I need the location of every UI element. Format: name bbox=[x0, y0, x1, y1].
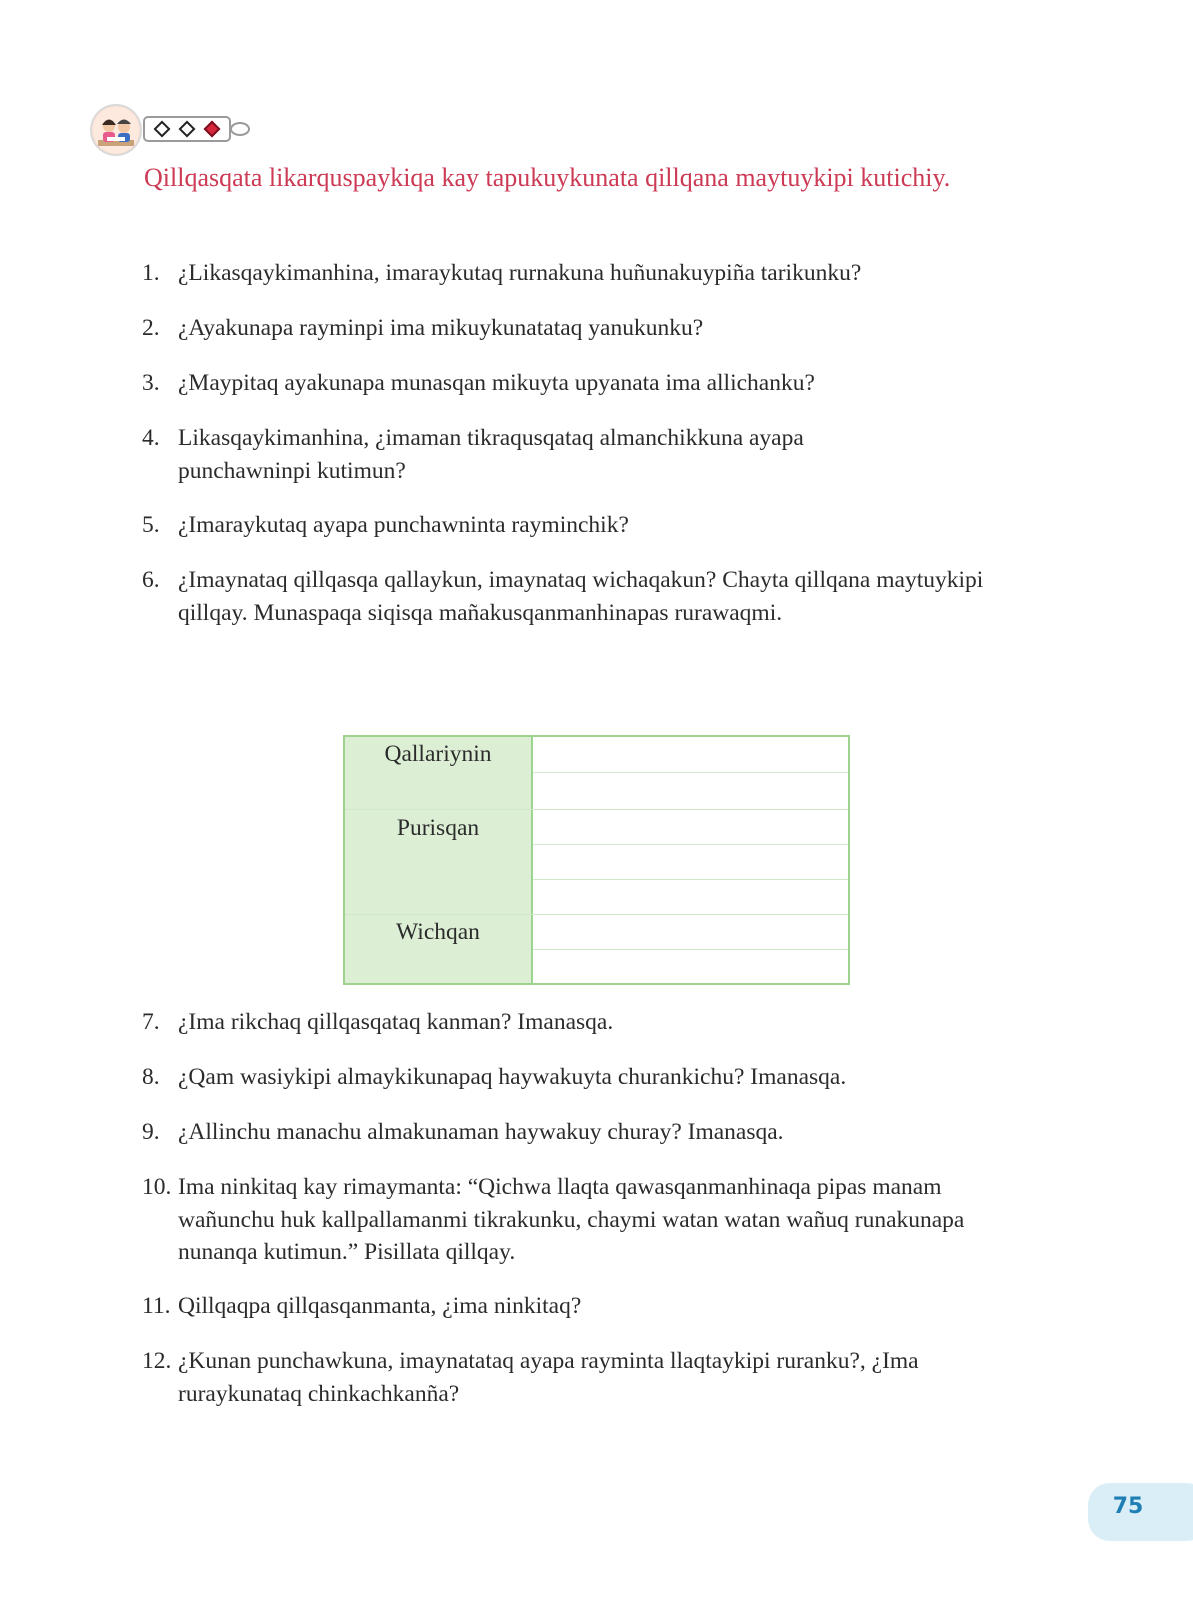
question-number: 1. bbox=[142, 260, 160, 286]
question-item bbox=[142, 1345, 1012, 1410]
question-text: ¿Likasqaykimanhina, imaraykutaq rurnakuna huñunakuypiña tarikunku? bbox=[178, 260, 862, 286]
question-number: 5. bbox=[142, 512, 160, 538]
question-number: 10. bbox=[142, 1174, 172, 1200]
children-avatar-icon bbox=[90, 104, 142, 156]
question-item bbox=[142, 1290, 1042, 1323]
difficulty-level-indicator bbox=[143, 116, 231, 142]
question-item bbox=[142, 1006, 1042, 1039]
question-item bbox=[142, 1171, 992, 1269]
question-text: ¿Allinchu manachu almakunaman haywakuy churay? Imanasqa. bbox=[178, 1119, 784, 1145]
table-line bbox=[533, 772, 848, 773]
question-text: ¿Imaynataq qillqasqa qallaykun, imaynataq wichaqakun? Chayta qillqana maytuykipi qillqay. Munaspaqa siqisqa mañakusqanmanhinapas rurawaqmi. bbox=[178, 567, 984, 626]
question-number: 3. bbox=[142, 370, 160, 396]
question-item bbox=[142, 422, 922, 487]
question-item bbox=[142, 312, 1042, 345]
question-number: 7. bbox=[142, 1009, 160, 1035]
question-item bbox=[142, 257, 1042, 290]
question-text: Ima ninkitaq kay rimaymanta: “Qichwa llaqta qawasqanmanhinaqa pipas manam wañunchu huk kallpallamanmi tikrakunku, chaymi watan watan wañuq runakunapa nunanqa kutimun.” Pisillata qillqay. bbox=[178, 1174, 965, 1265]
diamond-outline-icon bbox=[153, 121, 170, 138]
table-line bbox=[533, 949, 848, 950]
question-text: ¿Ayakunapa rayminpi ima mikuykunatataq yanukunku? bbox=[178, 315, 704, 341]
question-number: 8. bbox=[142, 1064, 160, 1090]
question-number: 2. bbox=[142, 315, 160, 341]
activity-instruction: Qillqasqata likarquspaykiqa kay tapukuykunata qillqana maytuykipi kutichiy. bbox=[144, 163, 951, 192]
table-row-label: Qallariynin bbox=[384, 741, 492, 767]
table-line bbox=[533, 879, 848, 880]
question-text: ¿Maypitaq ayakunapa munasqan mikuyta upyanata ima allichanku? bbox=[178, 370, 815, 396]
table-line bbox=[533, 844, 848, 845]
table-label-column bbox=[345, 737, 533, 983]
question-text: ¿Kunan punchawkuna, imaynatataq ayapa rayminta llaqtaykipi ruranku?, ¿Ima ruraykunataq chinkachkanña? bbox=[178, 1348, 919, 1407]
question-item bbox=[142, 564, 992, 629]
activity-header bbox=[90, 104, 270, 156]
question-number: 9. bbox=[142, 1119, 160, 1145]
question-number: 12. bbox=[142, 1348, 172, 1374]
story-structure-table bbox=[343, 735, 850, 985]
question-number: 4. bbox=[142, 425, 160, 451]
question-item bbox=[142, 1116, 1042, 1149]
question-number: 11. bbox=[142, 1293, 171, 1319]
diamond-filled-icon bbox=[204, 121, 221, 138]
table-line bbox=[345, 809, 848, 810]
diamond-outline-icon bbox=[178, 121, 195, 138]
question-text: Qillqaqpa qillqasqanmanta, ¿ima ninkitaq? bbox=[178, 1293, 582, 1319]
question-number: 6. bbox=[142, 567, 160, 593]
question-text: ¿Qam wasiykipi almaykikunapaq haywakuyta churankichu? Imanasqa. bbox=[178, 1064, 847, 1090]
question-item bbox=[142, 1061, 1042, 1094]
question-text: ¿Ima rikchaq qillqasqataq kanman? Imanasqa. bbox=[178, 1009, 614, 1035]
page-number: 75 bbox=[1112, 1494, 1144, 1519]
table-row-label: Wichqan bbox=[396, 919, 480, 945]
tag-loop-icon bbox=[230, 122, 250, 136]
question-text: Likasqaykimanhina, ¿imaman tikraqusqataq almanchikkuna ayapa punchawninpi kutimun? bbox=[178, 425, 804, 484]
question-item bbox=[142, 509, 1042, 542]
question-text: ¿Imaraykutaq ayapa punchawninta rayminchik? bbox=[178, 512, 629, 538]
table-row-label: Purisqan bbox=[396, 815, 480, 841]
question-item bbox=[142, 367, 1042, 400]
table-line bbox=[345, 914, 848, 915]
